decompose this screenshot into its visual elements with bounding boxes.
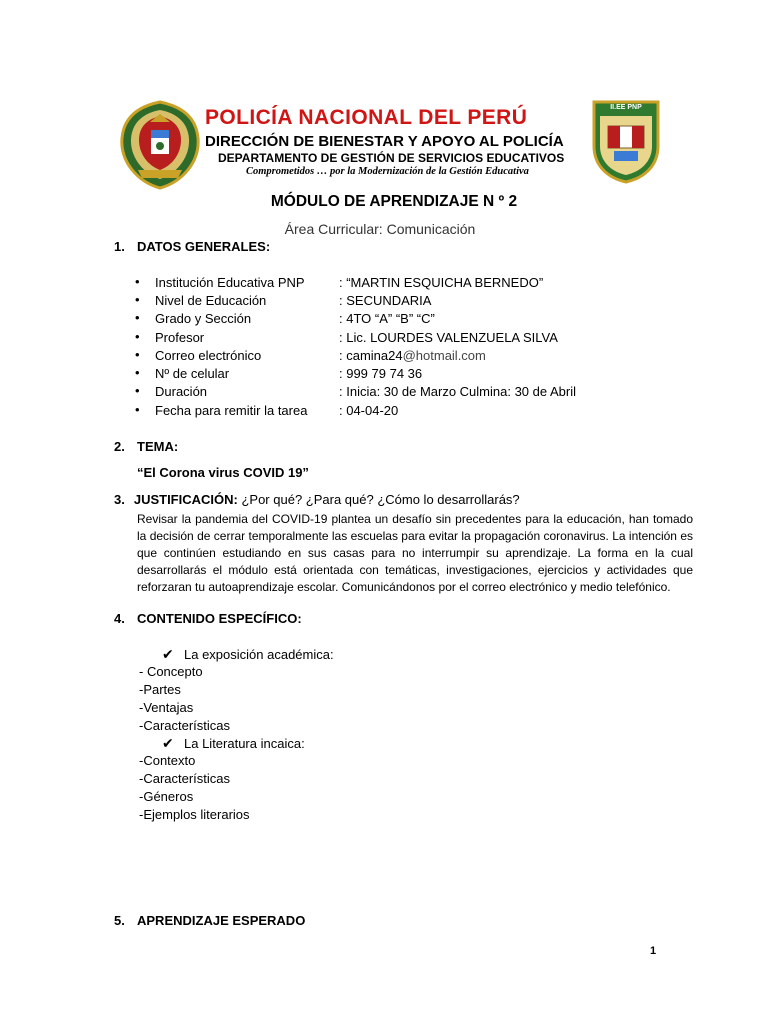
justification-paragraph: Revisar la pandemia del COVID-19 plantea un desafío sin precedentes para la educación, han tomado la decisión de cerrar temporalmente las escuelas para evitar la propagación coronavirus. La intención es que continúen estudiando en sus casas para no interrumpir su aprendizaje. La forma en la cual desarrollarás el módulo está orientada con temáticas, investigaciones, ejercicios y actividades que reforzaran tu autoaprendizaje escolar. Comunicándonos por el correo electrónico y medio telefónico.	[137, 512, 693, 594]
bullet: •	[135, 310, 140, 325]
email-user: : camina24	[339, 348, 403, 363]
header-motto: Comprometidos … por la Modernización de la Gestión Educativa	[246, 166, 529, 177]
list-item: -Características	[139, 771, 231, 786]
list-item: -Partes	[139, 682, 181, 697]
header-subtitle: DIRECCIÓN DE BIENESTAR Y APOYO AL POLICÍA	[205, 133, 564, 150]
email-domain: @hotmail.com	[402, 348, 486, 363]
pnp-shield-logo	[120, 100, 200, 190]
justification-questions: ¿Por qué? ¿Para qué? ¿Cómo lo desarrollarás?	[241, 492, 520, 507]
content-topic-1: ✔ La exposición académica:	[162, 646, 334, 662]
topic-title: “El Corona virus COVID 19”	[137, 465, 309, 480]
iiee-pnp-shield-logo	[590, 96, 662, 184]
list-item: -Ventajas	[139, 700, 194, 715]
bullet: •	[135, 329, 140, 344]
header-department: DEPARTAMENTO DE GESTIÓN DE SERVICIOS EDUCATIVOS	[218, 151, 565, 165]
bullet: •	[135, 402, 140, 417]
page-number: 1	[650, 945, 657, 957]
right-emblem-text: II.EE PNP	[610, 104, 642, 111]
list-item: -Contexto	[139, 753, 196, 768]
header-title: POLICÍA NACIONAL DEL PERÚ	[205, 106, 528, 129]
list-item: -Ejemplos literarios	[139, 807, 250, 822]
checkmark-icon: ✔	[162, 735, 174, 751]
content-topic-2: ✔ La Literatura incaica:	[162, 735, 305, 751]
bullet: •	[135, 292, 140, 307]
checkmark-icon: ✔	[162, 646, 174, 662]
bullet: •	[135, 274, 140, 289]
list-item: -Características	[139, 718, 231, 733]
bullet: •	[135, 383, 140, 398]
bullet: •	[135, 365, 140, 380]
list-item: - Concepto	[139, 664, 203, 679]
section-3-heading: 3. JUSTIFICACIÓN: ¿Por qué? ¿Para qué? ¿Cómo lo desarrollarás?	[114, 492, 520, 507]
list-item: -Géneros	[139, 789, 194, 804]
curricular-area: Área Curricular: Comunicación	[284, 221, 476, 237]
module-title: MÓDULO DE APRENDIZAJE N º 2	[270, 193, 518, 210]
bullet: •	[135, 347, 140, 362]
